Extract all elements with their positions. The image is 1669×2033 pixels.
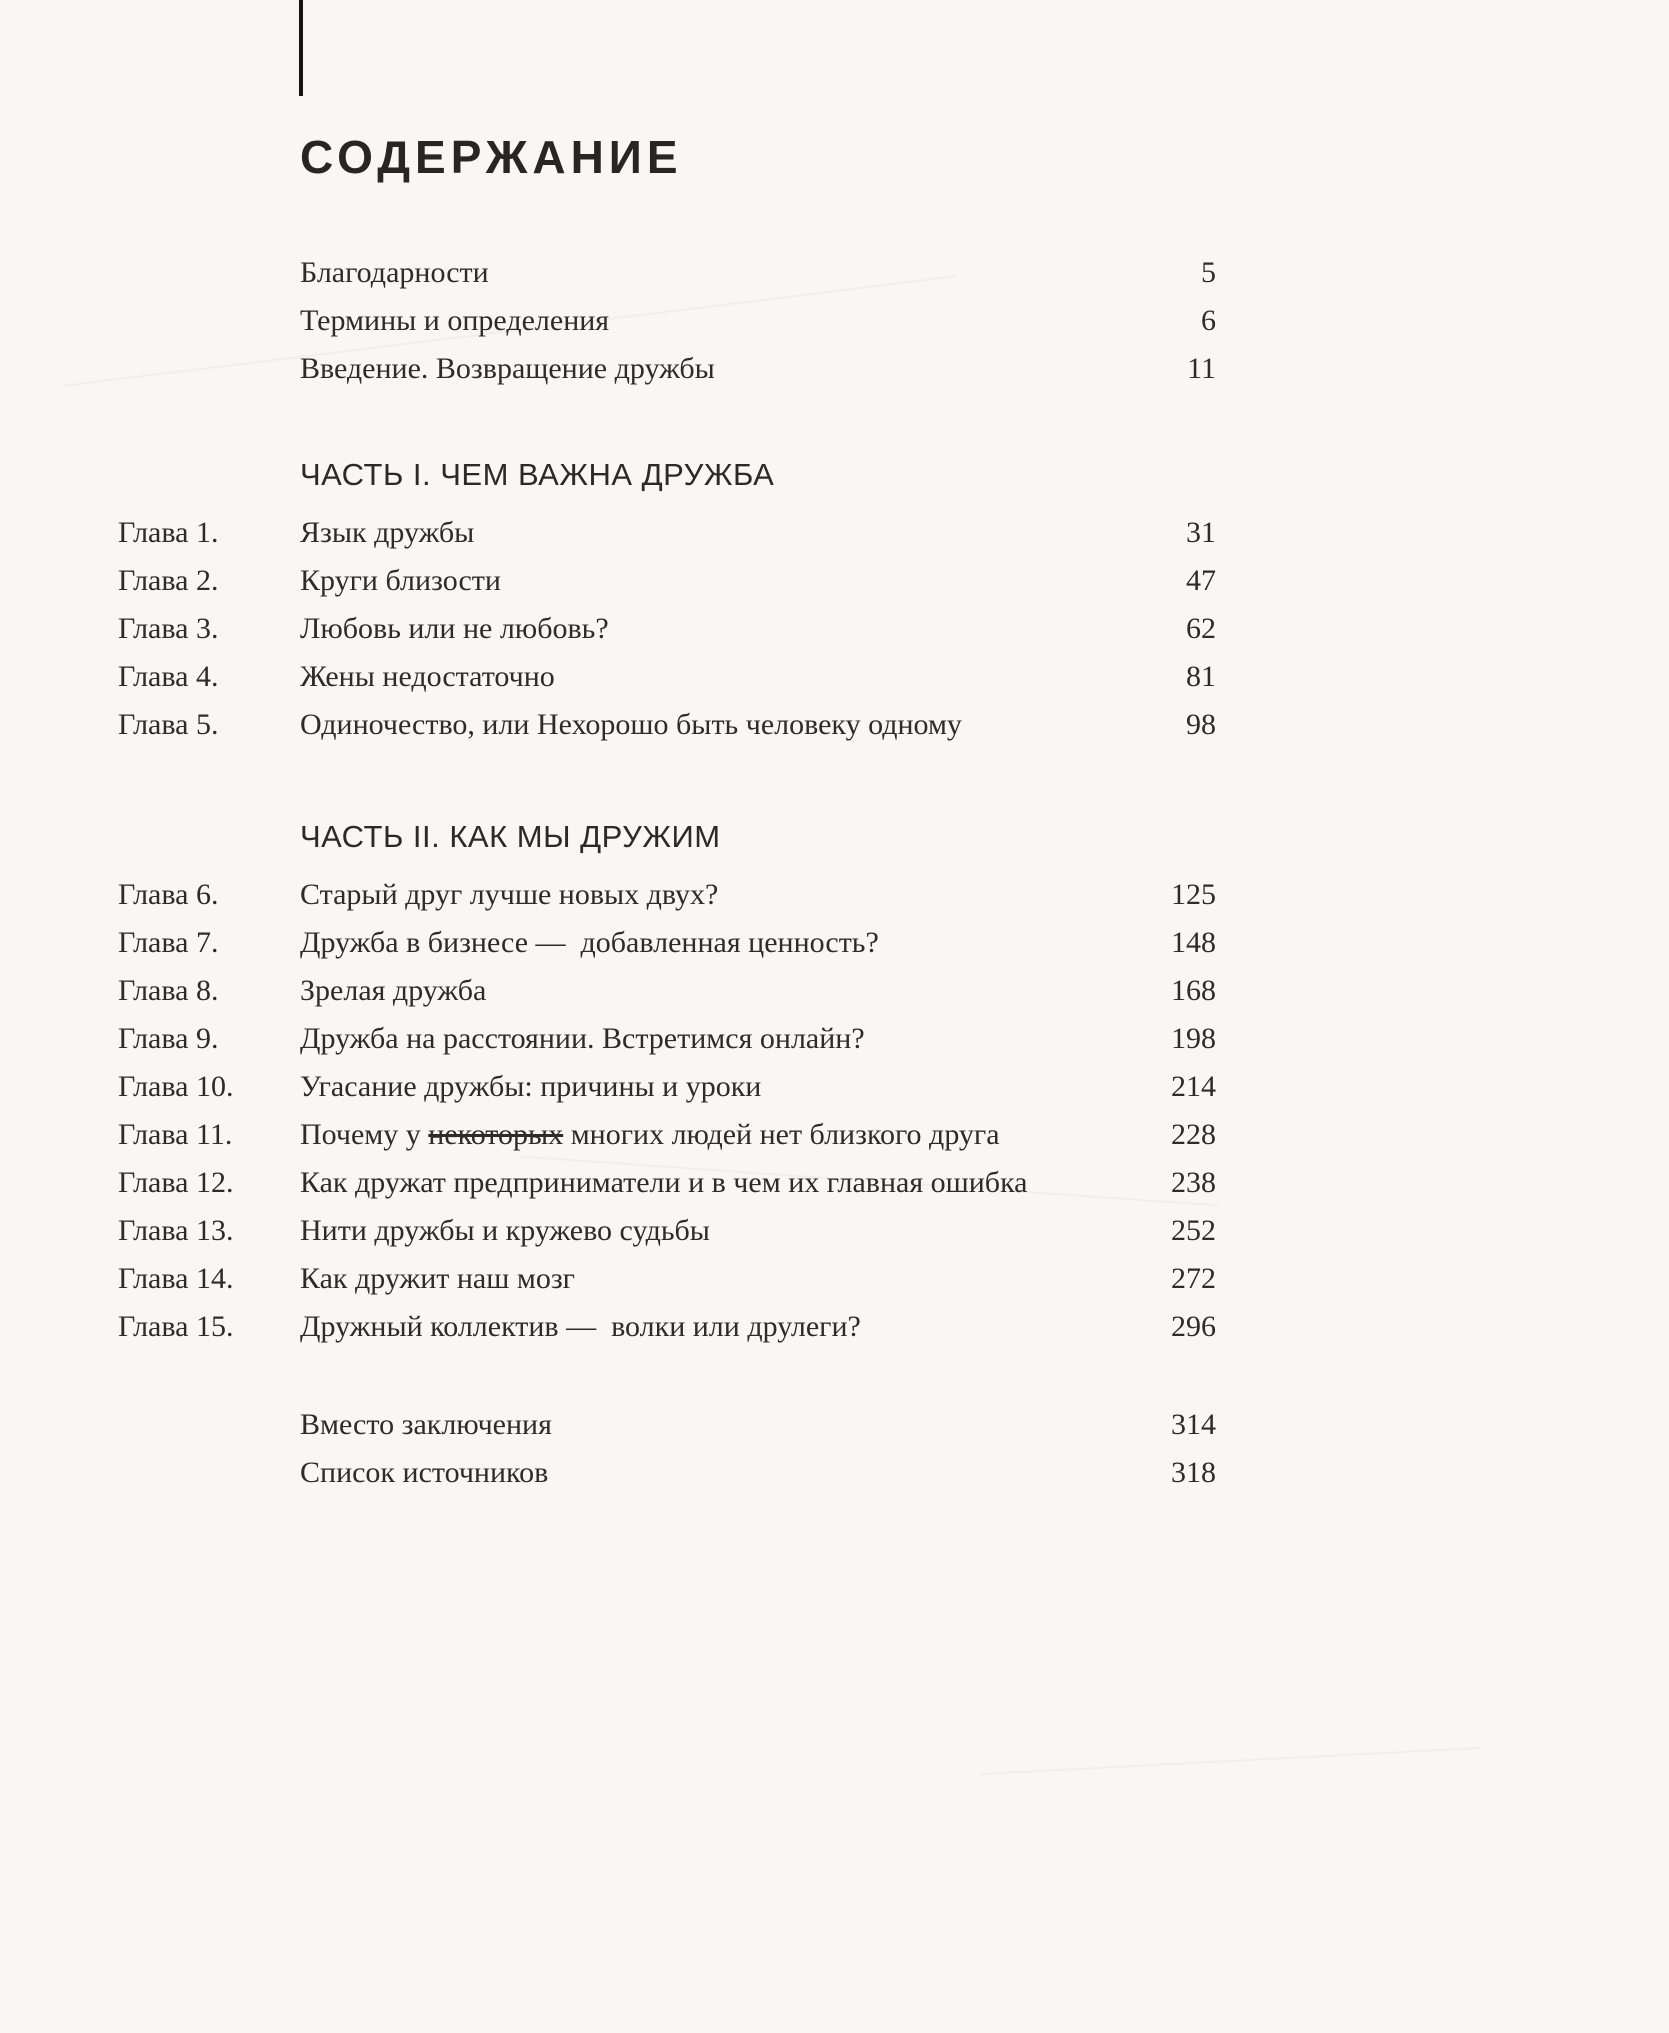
title-text-after: многих людей нет близкого друга [563, 1117, 1000, 1151]
page-number: 148 [1171, 925, 1216, 959]
page-number: 168 [1171, 973, 1216, 1007]
toc-entry [118, 1063, 1216, 1111]
toc-entry [118, 1015, 1216, 1063]
chapter-title: Язык дружбы [300, 515, 475, 549]
toc-entry [118, 653, 1216, 701]
chapter-label: Глава 8. [118, 973, 219, 1007]
chapter-label: Глава 2. [118, 563, 219, 597]
part2-section [118, 813, 1216, 1351]
page-number: 62 [1186, 611, 1216, 645]
chapter-title: Угасание дружбы: причины и уроки [300, 1069, 762, 1103]
chapter-title: Жены недостаточно [300, 659, 555, 693]
page-number: 98 [1186, 707, 1216, 741]
toc-entry [118, 345, 1216, 393]
chapter-title: Как дружат предприниматели и в чем их главная ошибка [300, 1165, 1028, 1199]
chapter-label: Глава 3. [118, 611, 219, 645]
page-number: 296 [1171, 1309, 1216, 1343]
page-number: 314 [1171, 1407, 1216, 1441]
toc-entry [118, 871, 1216, 919]
chapter-label: Глава 15. [118, 1309, 234, 1343]
chapter-title: Дружный коллектив — волки или друлеги? [300, 1309, 861, 1343]
struck-word: некоторых [428, 1117, 564, 1151]
page-number: 272 [1171, 1261, 1216, 1295]
page-number: 238 [1171, 1165, 1216, 1199]
chapter-title [300, 1111, 1171, 1159]
page-number: 318 [1171, 1455, 1216, 1489]
chapter-title: Дружба на расстоянии. Встретимся онлайн? [300, 1021, 865, 1055]
toc-entry [118, 297, 1216, 345]
chapter-label: Глава 12. [118, 1165, 234, 1199]
chapter-title: Любовь или не любовь? [300, 611, 609, 645]
end-matter-section [118, 1401, 1216, 1497]
chapter-title: Круги близости [300, 563, 501, 597]
scan-crease [980, 1747, 1479, 1775]
entry-title: Вместо заключения [300, 1407, 552, 1441]
toc-entry [118, 509, 1216, 557]
toc-entry [118, 1303, 1216, 1351]
chapter-title: Одиночество, или Нехорошо быть человеку одному [300, 707, 962, 741]
chapter-label: Глава 7. [118, 925, 219, 959]
page-number: 6 [1201, 303, 1216, 337]
toc-entry [118, 919, 1216, 967]
page-number: 228 [1171, 1117, 1216, 1151]
page-number: 214 [1171, 1069, 1216, 1103]
entry-title: Список источников [300, 1455, 549, 1489]
page-number: 31 [1186, 515, 1216, 549]
part1-heading: ЧАСТЬ I. ЧЕМ ВАЖНА ДРУЖБА [300, 456, 775, 492]
page-title: СОДЕРЖАНИЕ [300, 131, 683, 183]
chapter-label: Глава 9. [118, 1021, 219, 1055]
chapter-label: Глава 6. [118, 877, 219, 911]
page-number: 11 [1187, 351, 1216, 385]
chapter-label: Глава 1. [118, 515, 219, 549]
chapter-label: Глава 4. [118, 659, 219, 693]
chapter-title: Как дружит наш мозг [300, 1261, 575, 1295]
chapter-label: Глава 13. [118, 1213, 234, 1247]
toc-entry [118, 967, 1216, 1015]
toc-entry [118, 605, 1216, 653]
part1-section [118, 451, 1216, 749]
toc-content [118, 0, 1216, 1497]
page-number: 252 [1171, 1213, 1216, 1247]
toc-entry [118, 701, 1216, 749]
toc-entry [118, 557, 1216, 605]
chapter-label: Глава 14. [118, 1261, 234, 1295]
page-number: 125 [1171, 877, 1216, 911]
toc-entry [118, 1401, 1216, 1449]
chapter-label: Глава 11. [118, 1117, 233, 1151]
entry-title: Введение. Возвращение дружбы [300, 351, 715, 385]
page-number: 5 [1201, 255, 1216, 289]
chapter-label: Глава 10. [118, 1069, 234, 1103]
front-matter-section [118, 249, 1216, 393]
toc-entry [118, 249, 1216, 297]
chapter-title: Зрелая дружба [300, 973, 487, 1007]
toc-entry [118, 1111, 1216, 1159]
toc-entry [118, 1449, 1216, 1497]
entry-title: Термины и определения [300, 303, 610, 337]
part2-heading: ЧАСТЬ II. КАК МЫ ДРУЖИМ [300, 818, 721, 854]
toc-entry [118, 1207, 1216, 1255]
chapter-title: Старый друг лучше новых двух? [300, 877, 719, 911]
chapter-title: Дружба в бизнесе — добавленная ценность? [300, 925, 879, 959]
toc-entry [118, 1255, 1216, 1303]
chapter-label: Глава 5. [118, 707, 219, 741]
page-number: 47 [1186, 563, 1216, 597]
toc-entry [118, 1159, 1216, 1207]
entry-title: Благодарности [300, 255, 489, 289]
title-text-before: Почему у [300, 1117, 429, 1151]
page-number: 198 [1171, 1021, 1216, 1055]
chapter-title: Нити дружбы и кружево судьбы [300, 1213, 710, 1247]
page-number: 81 [1186, 659, 1216, 693]
